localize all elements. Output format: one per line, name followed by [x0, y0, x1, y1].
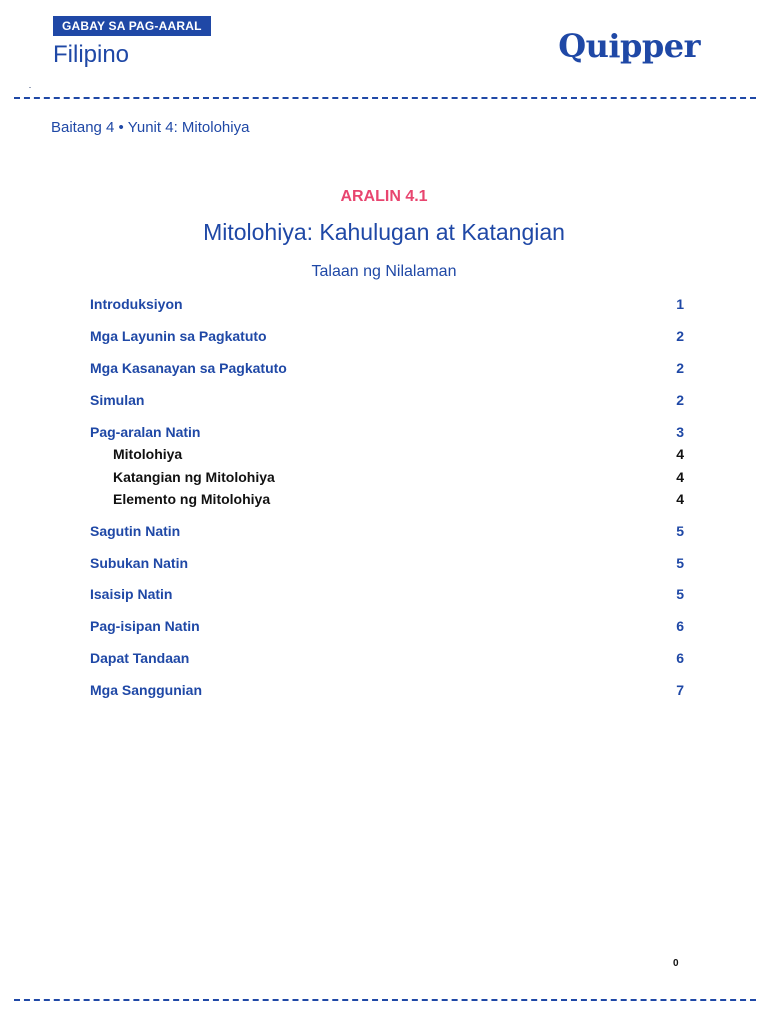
- lesson-label: ARALIN 4.1: [340, 188, 428, 205]
- page-number: 0: [673, 958, 679, 969]
- toc-subitem-mitolohiya[interactable]: [90, 444, 684, 464]
- toc-item-page: 6: [676, 650, 684, 666]
- toc-item-dapat-tandaan[interactable]: [90, 648, 684, 668]
- breadcrumb: Baitang 4 • Yunit 4: Mitolohiya: [51, 119, 250, 136]
- toc-subitem-katangian[interactable]: [90, 467, 684, 487]
- toc-item-page: 2: [676, 328, 684, 344]
- subject-title: Filipino: [53, 41, 130, 68]
- lesson-title: Mitolohiya: Kahulugan at Katangian: [203, 219, 565, 245]
- toc-item-introduksiyon[interactable]: [90, 294, 684, 314]
- brand-logo: Quipper: [558, 27, 700, 65]
- toc-item-title: Introduksiyon: [90, 296, 183, 312]
- toc-item-sagutin-natin[interactable]: [90, 521, 684, 541]
- toc-item-page: 7: [676, 682, 684, 698]
- toc-heading: Talaan ng Nilalaman: [311, 263, 457, 280]
- toc-item-page: 5: [676, 586, 684, 602]
- toc-item-title: Mga Layunin sa Pagkatuto: [90, 328, 267, 344]
- toc-item-mga-layunin[interactable]: [90, 326, 684, 346]
- toc-item-pag-isipan-natin[interactable]: [90, 616, 684, 636]
- toc-item-page: 5: [676, 523, 684, 539]
- toc-item-page: 4: [676, 491, 684, 507]
- toc-item-title: Isaisip Natin: [90, 586, 173, 602]
- toc-item-title: Elemento ng Mitolohiya: [113, 491, 271, 507]
- toc-item-title: Dapat Tandaan: [90, 650, 190, 666]
- toc-item-subukan-natin[interactable]: [90, 553, 684, 573]
- toc-item-page: 2: [676, 392, 684, 408]
- toc-item-title: Simulan: [90, 392, 145, 408]
- bottom-divider: [14, 999, 756, 1001]
- toc-item-simulan[interactable]: [90, 390, 684, 410]
- toc-item-title: Subukan Natin: [90, 555, 189, 571]
- header-badge: GABAY SA PAG-AARAL: [53, 16, 211, 36]
- toc-item-page: 5: [676, 555, 684, 571]
- toc-item-isaisip-natin[interactable]: [90, 584, 684, 604]
- table-of-contents: [90, 0, 684, 1024]
- toc-item-mga-kasanayan[interactable]: [90, 358, 684, 378]
- toc-item-page: 2: [676, 360, 684, 376]
- toc-item-title: Katangian ng Mitolohiya: [113, 469, 275, 485]
- toc-item-page: 3: [676, 424, 684, 440]
- toc-item-page: 4: [676, 446, 684, 462]
- decorative-dot: [29, 87, 31, 88]
- toc-item-mga-sanggunian[interactable]: [90, 680, 684, 700]
- toc-item-title: Pag-aralan Natin: [90, 424, 201, 440]
- toc-item-title: Pag-isipan Natin: [90, 618, 200, 634]
- toc-item-page: 4: [676, 469, 684, 485]
- toc-item-page: 1: [676, 296, 684, 312]
- toc-item-title: Mga Sanggunian: [90, 682, 202, 698]
- toc-item-title: Mga Kasanayan sa Pagkatuto: [90, 360, 287, 376]
- toc-item-page: 6: [676, 618, 684, 634]
- toc-item-pag-aralan-natin[interactable]: [90, 422, 684, 442]
- toc-subitem-elemento[interactable]: [90, 489, 684, 509]
- toc-item-title: Sagutin Natin: [90, 523, 181, 539]
- toc-item-title: Mitolohiya: [113, 446, 183, 462]
